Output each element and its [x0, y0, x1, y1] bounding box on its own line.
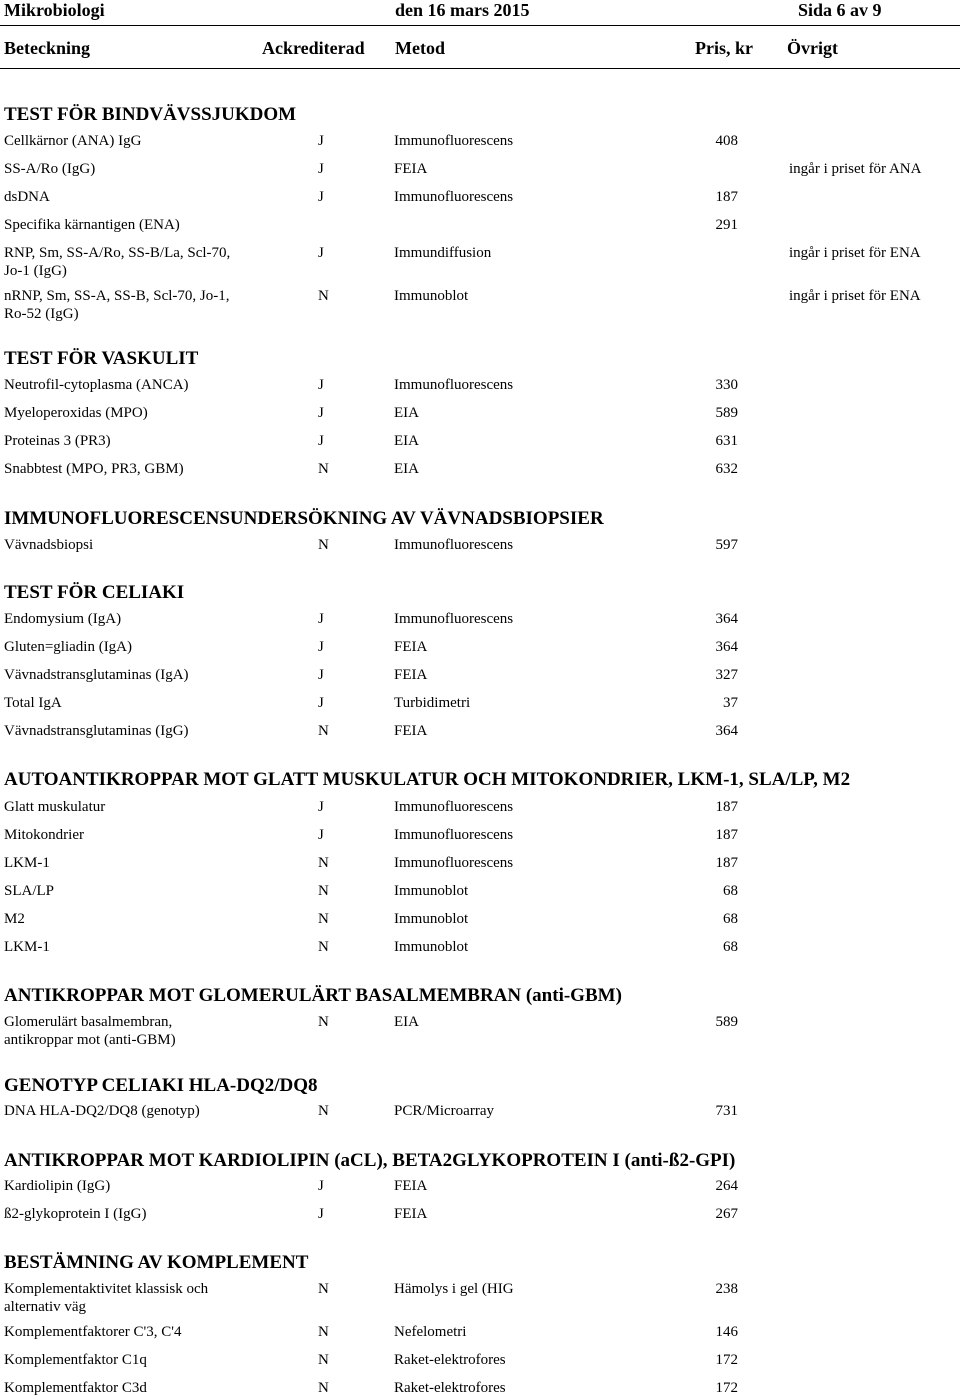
method: EIA	[394, 1014, 419, 1030]
test-name: Total IgA	[4, 695, 62, 711]
method: FEIA	[394, 667, 428, 683]
accredited: N	[318, 1281, 329, 1297]
accredited: J	[318, 133, 324, 149]
section-title: TEST FÖR BINDVÄVSSJUKDOM	[4, 104, 297, 125]
method: Immunofluorescens	[394, 799, 514, 815]
accredited: J	[318, 611, 324, 627]
accredited: N	[318, 883, 329, 899]
method: Raket-elektrofores	[394, 1352, 506, 1368]
price: 364	[715, 611, 738, 627]
test-name: LKM-1	[4, 855, 50, 871]
header-rule	[0, 25, 960, 26]
method: Immunofluorescens	[394, 827, 514, 843]
accredited: J	[318, 799, 324, 815]
test-name: Gluten=gliadin (IgA)	[4, 639, 133, 655]
method: FEIA	[394, 1178, 428, 1194]
accredited: N	[318, 855, 329, 871]
method: Immunoblot	[394, 288, 469, 304]
price: 597	[715, 537, 738, 553]
method: FEIA	[394, 639, 428, 655]
price: 172	[715, 1352, 738, 1368]
price: 187	[715, 827, 738, 843]
method: Nefelometri	[394, 1324, 467, 1340]
test-name: SLA/LP	[4, 883, 55, 899]
price: 327	[715, 667, 738, 683]
accredited: N	[318, 1103, 329, 1119]
test-name: Vävnadstransglutaminas (IgA)	[4, 667, 189, 683]
test-name: nRNP, Sm, SS-A, SS-B, Scl-70, Jo-1, Ro-52 (IgG)	[4, 288, 230, 322]
method: FEIA	[394, 1206, 428, 1222]
price: 589	[715, 405, 738, 421]
method: Immunoblot	[394, 939, 469, 955]
accredited: N	[318, 1352, 329, 1368]
test-name: dsDNA	[4, 189, 50, 205]
price: 187	[715, 799, 738, 815]
section-title: TEST FÖR CELIAKI	[4, 582, 185, 603]
price: 68	[723, 939, 738, 955]
accredited: J	[318, 667, 324, 683]
price: 68	[723, 911, 738, 927]
price: 146	[715, 1324, 738, 1340]
section-title: AUTOANTIKROPPAR MOT GLATT MUSKULATUR OCH MITOKONDRIER, LKM-1, SLA/LP, M2	[4, 769, 851, 790]
test-name: Specifika kärnantigen (ENA)	[4, 217, 180, 233]
accredited: N	[318, 461, 329, 477]
accredited: N	[318, 537, 329, 553]
price: 632	[715, 461, 738, 477]
column-header-accredited: Ackrediterad	[262, 38, 365, 58]
price: 589	[715, 1014, 738, 1030]
method: Immunoblot	[394, 883, 469, 899]
method: FEIA	[394, 161, 428, 177]
method: Immunofluorescens	[394, 611, 514, 627]
accredited: J	[318, 827, 324, 843]
section-title: TEST FÖR VASKULIT	[4, 348, 199, 369]
method: EIA	[394, 405, 419, 421]
accredited: J	[318, 189, 324, 205]
column-header-name: Beteckning	[4, 38, 91, 58]
section-title: GENOTYP CELIAKI HLA-DQ2/DQ8	[4, 1075, 318, 1096]
test-name: SS-A/Ro (IgG)	[4, 161, 96, 177]
price: 631	[715, 433, 738, 449]
price: 264	[715, 1178, 738, 1194]
test-name: Snabbtest (MPO, PR3, GBM)	[4, 461, 184, 477]
price: 68	[723, 883, 738, 899]
test-name: M2	[4, 911, 25, 927]
test-name: Mitokondrier	[4, 827, 84, 843]
test-name: ß2-glykoprotein I (IgG)	[4, 1206, 147, 1222]
method: Immunofluorescens	[394, 133, 514, 149]
accredited: N	[318, 1380, 329, 1396]
accredited: J	[318, 1178, 324, 1194]
accredited: J	[318, 377, 324, 393]
column-header-other: Övrigt	[787, 38, 838, 58]
test-name: Endomysium (IgA)	[4, 611, 122, 627]
test-name: Glatt muskulatur	[4, 799, 106, 815]
accredited: J	[318, 639, 324, 655]
test-name: Cellkärnor (ANA) IgG	[4, 133, 142, 149]
test-name: Komplementfaktor C3d	[4, 1380, 147, 1396]
test-name: Proteinas 3 (PR3)	[4, 433, 111, 449]
test-name: Vävnadsbiopsi	[4, 537, 94, 553]
section-title: BESTÄMNING AV KOMPLEMENT	[4, 1252, 309, 1273]
section-title: IMMUNOFLUORESCENSUNDERSÖKNING AV VÄVNADSBIOPSIER	[4, 508, 604, 529]
test-name: DNA HLA-DQ2/DQ8 (genotyp)	[4, 1103, 200, 1119]
price: 291	[715, 217, 738, 233]
method: FEIA	[394, 723, 428, 739]
test-name: Vävnadstransglutaminas (IgG)	[4, 723, 189, 739]
test-name: Glomerulärt basalmembran, antikroppar mot (anti-GBM)	[4, 1014, 176, 1048]
header-page: Sida 6 av 9	[798, 0, 882, 20]
test-name: RNP, Sm, SS-A/Ro, SS-B/La, Scl-70, Jo-1 (IgG)	[4, 245, 231, 279]
method: PCR/Microarray	[394, 1103, 494, 1119]
price: 364	[715, 723, 738, 739]
accredited: J	[318, 695, 324, 711]
method: Immunofluorescens	[394, 377, 514, 393]
accredited: N	[318, 1014, 329, 1030]
price: 267	[715, 1206, 738, 1222]
note: ingår i priset för ENA	[789, 245, 921, 261]
test-name: Komplementfaktor C1q	[4, 1352, 147, 1368]
method: EIA	[394, 461, 419, 477]
price: 37	[723, 695, 738, 711]
accredited: N	[318, 288, 329, 304]
header-date: den 16 mars 2015	[395, 0, 530, 20]
test-name: Kardiolipin (IgG)	[4, 1178, 111, 1194]
accredited: N	[318, 939, 329, 955]
price: 364	[715, 639, 738, 655]
column-header-method: Metod	[395, 38, 445, 58]
method: Immundiffusion	[394, 245, 492, 261]
accredited: J	[318, 433, 324, 449]
accredited: J	[318, 245, 324, 261]
test-name: Komplementaktivitet klassisk och alternativ väg	[4, 1281, 209, 1315]
method: Immunoblot	[394, 911, 469, 927]
accredited: J	[318, 161, 324, 177]
test-name: Myeloperoxidas (MPO)	[4, 405, 148, 421]
price: 330	[715, 377, 738, 393]
section-title: ANTIKROPPAR MOT GLOMERULÄRT BASALMEMBRAN (anti-GBM)	[4, 985, 622, 1006]
price: 408	[715, 133, 738, 149]
accredited: J	[318, 405, 324, 421]
price: 731	[715, 1103, 738, 1119]
method: Immunofluorescens	[394, 855, 514, 871]
method: Immunofluorescens	[394, 189, 514, 205]
column-header-rule	[0, 68, 960, 69]
method: Raket-elektrofores	[394, 1380, 506, 1396]
price: 187	[715, 855, 738, 871]
note: ingår i priset för ENA	[789, 288, 921, 304]
column-header-price: Pris, kr	[695, 38, 753, 58]
accredited: N	[318, 911, 329, 927]
price: 187	[715, 189, 738, 205]
method: EIA	[394, 433, 419, 449]
test-name: Komplementfaktorer C'3, C'4	[4, 1324, 182, 1340]
header-department: Mikrobiologi	[4, 0, 105, 20]
method: Immunofluorescens	[394, 537, 514, 553]
section-title: ANTIKROPPAR MOT KARDIOLIPIN (aCL), BETA2GLYKOPROTEIN I (anti-ß2-GPI)	[4, 1150, 736, 1171]
method: Hämolys i gel (HIG	[394, 1281, 514, 1297]
test-name: LKM-1	[4, 939, 50, 955]
price: 172	[715, 1380, 738, 1396]
method: Turbidimetri	[394, 695, 471, 711]
note: ingår i priset för ANA	[789, 161, 922, 177]
accredited: N	[318, 1324, 329, 1340]
accredited: J	[318, 1206, 324, 1222]
price: 238	[715, 1281, 738, 1297]
accredited: N	[318, 723, 329, 739]
test-name: Neutrofil-cytoplasma (ANCA)	[4, 377, 189, 393]
